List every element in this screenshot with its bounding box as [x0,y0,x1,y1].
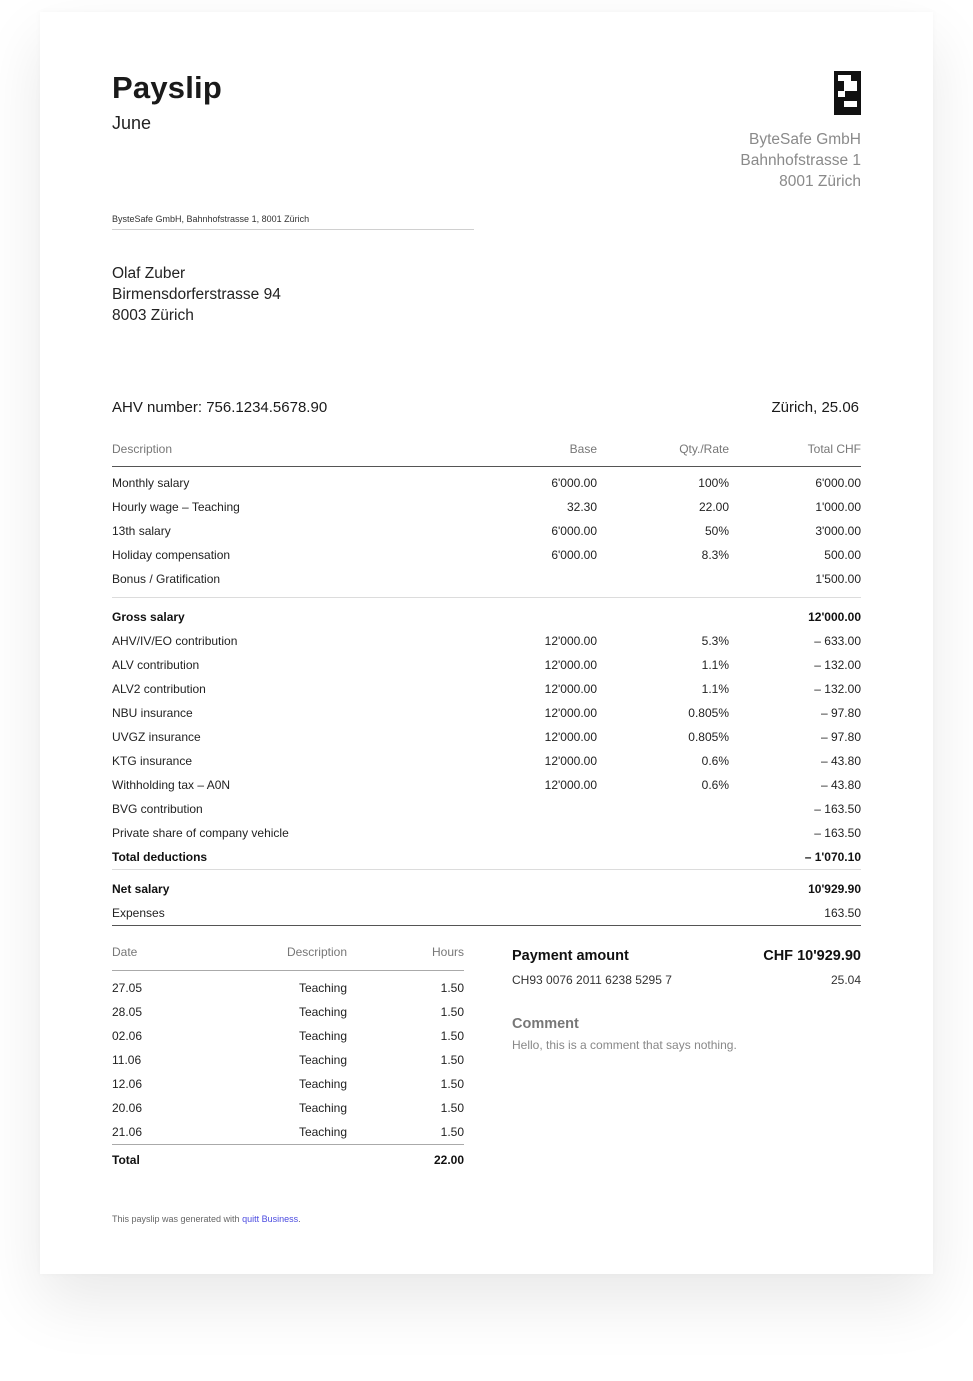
row-description: Hourly wage – Teaching [112,500,240,514]
row-description: UVGZ insurance [112,730,201,744]
row-total: – 97.80 [820,730,861,744]
company-name: ByteSafe GmbH [749,131,861,148]
row-base [462,797,597,821]
row-rate: 50% [704,524,729,538]
footer-text: This payslip was generated with [112,1214,243,1224]
payslip-sheet [40,12,933,1274]
footer-note [112,1214,301,1224]
row-base: 12'000.00 [544,730,597,744]
row-rate: 0.805% [688,706,729,720]
ahv-number: AHV number: 756.1234.5678.90 [112,399,328,416]
hours-row [112,1120,464,1145]
column-header-total: Total CHF [729,438,861,467]
row-description: Teaching [298,1053,347,1067]
hours-total-row [112,1145,464,1176]
row-total: 12'000.00 [729,598,861,630]
row-rate [597,821,729,845]
row-date: 28.05 [112,1005,143,1019]
row-total: – 163.50 [814,802,861,816]
row-rate [597,567,729,591]
company-city: 8001 Zürich [779,173,861,190]
company-street: Bahnhofstrasse 1 [740,152,861,169]
row-description: ALV2 contribution [112,682,206,696]
deduction-row [112,629,861,653]
row-hours: 1.50 [440,981,464,995]
row-total: – 1'070.10 [804,850,861,864]
row-base: 12'000.00 [544,754,597,768]
row-total: 500.00 [824,548,861,562]
hours-row [112,1096,464,1120]
hours-row [112,1072,464,1096]
row-description: KTG insurance [112,754,193,768]
row-base: 12'000.00 [544,778,597,792]
row-description: Total deductions [112,850,208,864]
footer-suffix: . [298,1214,301,1224]
row-base [462,821,597,845]
salary-table [112,438,861,926]
row-description: NBU insurance [112,706,193,720]
row-rate: 100% [698,476,729,490]
row-total: 163.50 [729,901,861,926]
row-description: Bonus / Gratification [112,572,221,586]
row-rate [597,797,729,821]
deduction-row [112,773,861,797]
row-description: Private share of company vehicle [112,826,289,840]
row-description: ALV contribution [112,658,200,672]
row-total: – 97.80 [820,706,861,720]
row-rate: 0.805% [688,730,729,744]
row-total: 1'500.00 [815,572,861,586]
payment-amount-label: Payment amount [512,948,629,964]
row-description: BVG contribution [112,802,203,816]
row-hours: 1.50 [440,1053,464,1067]
row-base: 12'000.00 [544,706,597,720]
row-rate: 0.6% [701,754,729,768]
row-total: 6'000.00 [815,476,861,490]
row-base: 6'000.00 [551,548,597,562]
row-rate [597,901,729,926]
row-rate: 8.3% [701,548,729,562]
row-rate: 22.00 [698,500,729,514]
earning-row [112,467,861,496]
recipient-address [112,263,281,326]
expenses-row [112,901,861,926]
row-base [462,845,597,870]
row-date: 11.06 [112,1053,142,1067]
column-header-description: Description [112,438,462,467]
row-base: 12'000.00 [544,634,597,648]
payment-date: 25.04 [830,973,861,987]
row-total: – 43.80 [820,754,861,768]
recipient-city: 8003 Zürich [112,307,194,324]
hours-table [112,942,464,1175]
row-hours: 22.00 [347,1145,464,1176]
row-rate: 0.6% [701,778,729,792]
row-base [462,870,597,902]
row-hours: 1.50 [440,1005,464,1019]
row-base [462,598,597,630]
salary-table-header [112,438,861,467]
page-title: Payslip [112,70,222,105]
row-date: 12.06 [112,1077,143,1091]
deduction-row [112,677,861,701]
row-description: 13th salary [112,524,171,538]
total-deductions-row [112,845,861,870]
column-header-description: Description [232,942,347,971]
row-description: Withholding tax – A0N [112,778,231,792]
row-description: Gross salary [112,598,462,630]
row-base: 12'000.00 [544,682,597,696]
column-header-rate: Qty./Rate [597,438,729,467]
row-total: 3'000.00 [815,524,861,538]
sender-line: BysteSafe GmbH, Bahnhofstrasse 1, 8001 Zürich [112,214,474,230]
row-hours: 1.50 [440,1029,464,1043]
earning-row [112,567,861,591]
row-rate [597,870,729,902]
gross-salary-row [112,598,861,630]
place-date: Zürich, 25.06 [771,399,859,416]
recipient-street: Birmensdorferstrasse 94 [112,286,281,303]
row-description: Teaching [298,1029,347,1043]
hours-row [112,1048,464,1072]
quitt-business-link[interactable]: quitt Business [242,1214,299,1224]
row-base: 6'000.00 [551,524,597,538]
row-description: Net salary [112,870,462,902]
recipient-name: Olaf Zuber [112,265,186,282]
row-base [462,901,597,926]
earning-row [112,519,861,543]
earning-row [112,543,861,567]
row-date: Total [112,1145,232,1176]
row-date: 21.06 [112,1125,143,1139]
net-salary-row [112,870,861,902]
row-total: 10'929.90 [729,870,861,902]
company-address [740,129,861,192]
payment-amount-value: CHF 10'929.90 [763,948,861,964]
deduction-row [112,749,861,773]
row-total: – 163.50 [814,826,861,840]
row-base: 32.30 [566,500,597,514]
earning-row [112,495,861,519]
row-description: Holiday compensation [112,548,231,562]
row-hours: 1.50 [440,1077,464,1091]
row-rate: 1.1% [701,682,729,696]
hours-row [112,1024,464,1048]
row-description: Teaching [298,1101,347,1115]
row-date: 20.06 [112,1101,143,1115]
row-base [462,567,597,591]
deduction-row [112,725,861,749]
row-total: – 633.00 [814,634,861,648]
row-description: Expenses [112,901,462,926]
row-description: Teaching [298,1077,347,1091]
company-logo-icon [834,71,861,115]
comment-label: Comment [512,1016,579,1032]
deduction-row [112,821,861,845]
row-description: AHV/IV/EO contribution [112,634,238,648]
deduction-row [112,701,861,725]
row-rate [597,598,729,630]
row-description: Teaching [298,1005,347,1019]
row-description [232,1145,347,1176]
row-date: 27.05 [112,981,143,995]
column-header-base: Base [462,438,597,467]
row-description: Teaching [298,1125,347,1139]
row-rate: 5.3% [701,634,729,648]
row-rate [597,845,729,870]
deduction-row [112,653,861,677]
hours-row [112,971,464,1001]
column-header-date: Date [112,942,232,971]
column-header-hours: Hours [347,942,464,971]
row-total: – 43.80 [820,778,861,792]
comment-text: Hello, this is a comment that says nothing. [512,1038,737,1052]
row-base: 12'000.00 [544,658,597,672]
row-total: 1'000.00 [815,500,861,514]
payment-iban: CH93 0076 2011 6238 5295 7 [512,973,672,987]
row-description: Teaching [298,981,347,995]
row-base: 6'000.00 [551,476,597,490]
hours-row [112,1000,464,1024]
row-total: – 132.00 [814,682,861,696]
row-hours: 1.50 [440,1125,464,1139]
row-total: – 132.00 [814,658,861,672]
deduction-row [112,797,861,821]
row-rate: 1.1% [701,658,729,672]
payslip-month: June [112,113,152,133]
row-date: 02.06 [112,1029,143,1043]
row-description: Monthly salary [112,476,190,490]
row-hours: 1.50 [440,1101,464,1115]
hours-table-header [112,942,464,971]
